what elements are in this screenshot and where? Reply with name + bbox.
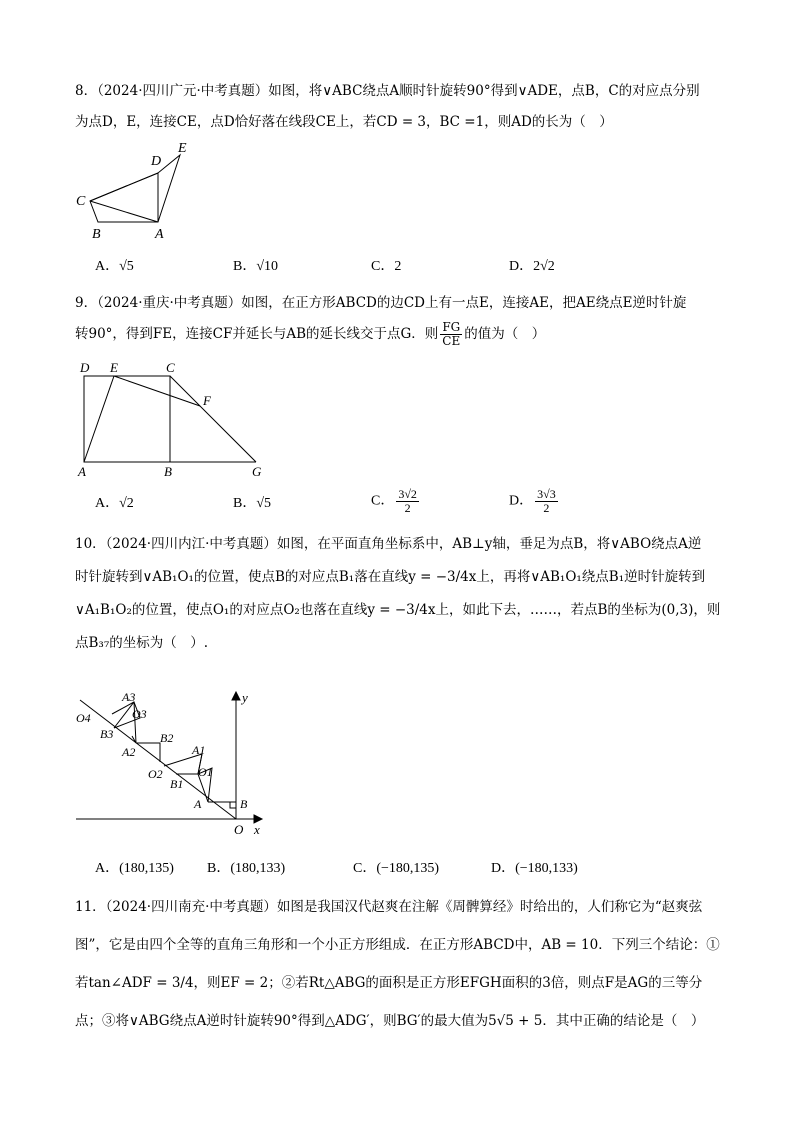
question-11-line-3: 若tan∠ADF = 3/4，则EF = 2；②若Rt△ABG的面积是正方形EFGH面积的3倍，则点F是AG的三等分 xyxy=(75,975,703,991)
figure-q10 xyxy=(72,688,272,840)
q10-label-b2: B2 xyxy=(160,731,174,745)
question-11-line-1: 11．（2024·四川南充·中考真题）如图是我国汉代赵爽在注解《周髀算经》时给出的，人们称它为“赵爽弦 xyxy=(75,899,703,915)
question-9-line-2-end: 的值为（ ） xyxy=(464,326,546,342)
q8-option-a[interactable]: A．√5 xyxy=(95,259,134,274)
q8-label-b: B xyxy=(92,227,101,242)
fraction-numerator: 3√2 xyxy=(398,487,417,501)
q9-label-e: E xyxy=(110,360,118,375)
q10-label-y: y xyxy=(242,690,248,705)
q10-label-b1: B1 xyxy=(170,777,184,791)
q10-label-a1: A1 xyxy=(192,743,206,757)
q9-label-f: F xyxy=(203,393,211,408)
q9-option-a[interactable]: A．√2 xyxy=(95,495,134,511)
question-10-options xyxy=(95,857,629,877)
q10-label-o: O xyxy=(234,822,244,837)
q10-label-b: B xyxy=(240,797,248,811)
q8-option-d[interactable]: D．2√2 xyxy=(509,259,555,274)
q10-label-b3: B3 xyxy=(100,727,114,741)
question-9-line-1: 9．（2024·重庆·中考真题）如图，在正方形ABCD的边CD上有一点E，连接AE，把AE绕点E逆时针旋 xyxy=(75,295,687,311)
q9-label-b: B xyxy=(164,464,172,479)
question-9-line-2-text: 转90°，得到FE，连接CF并延长与AB的延长线交于点G．则 xyxy=(75,326,439,342)
question-10-line-2: 时针旋转到∨AB₁O₁的位置，使点B的对应点B₁落在直线y = −3/4x上，再将∨AB₁O₁绕点B₁逆时针旋转到 xyxy=(75,569,706,585)
q9-option-c[interactable] xyxy=(371,488,509,515)
fraction-denominator: 2 xyxy=(543,501,550,515)
q9-option-b[interactable]: B．√5 xyxy=(233,495,272,511)
q9-option-d[interactable] xyxy=(509,488,647,515)
figure-q9 xyxy=(72,358,272,480)
q9-label-d: D xyxy=(80,360,90,375)
question-9-options xyxy=(95,488,647,515)
question-8-line-1: 8．（2024·四川广元·中考真题）如图，将∨ABC绕点A顺时针旋转90°得到∨ADE，点B，C的对应点分别 xyxy=(75,83,700,99)
q10-option-a[interactable]: A．(180,135) xyxy=(95,861,174,876)
q8-option-c[interactable]: C．2 xyxy=(371,259,402,274)
fraction-numerator: FG xyxy=(442,320,461,334)
q10-label-o4: O4 xyxy=(76,711,91,725)
question-9 xyxy=(75,288,735,350)
q10-option-c[interactable]: C．(−180,135) xyxy=(353,861,440,876)
q9-option-c-prefix: C． xyxy=(371,493,395,509)
question-10-line-4: 点B₃₇的坐标为（ ）. xyxy=(75,635,209,651)
q9-option-c-fraction xyxy=(396,488,419,515)
question-11-line-4: 点；③将∨ABG绕点A逆时针旋转90°得到△ADG′，则BG′的最大值为5√5 + 5．其中正确的结论是（ ） xyxy=(75,1013,705,1029)
q8-label-d: D xyxy=(151,154,162,169)
question-8-options xyxy=(95,255,647,275)
q9-label-a: A xyxy=(78,464,86,479)
question-10 xyxy=(75,528,735,660)
q9-option-d-prefix: D． xyxy=(509,493,534,509)
question-11-line-2: 图”，它是由四个全等的直角三角形和一个小正方形组成．在正方形ABCD中，AB = 10．下列三个结论：① xyxy=(75,937,720,953)
question-8 xyxy=(75,76,735,138)
question-8-line-2: 为点D，E，连接CE，点D恰好落在线段CE上，若CD = 3，BC =1，则AD的长为（ ） xyxy=(75,114,613,130)
q10-label-o3: O3 xyxy=(132,707,147,721)
q10-option-d[interactable]: D．(−180,133) xyxy=(491,861,578,876)
q10-label-o1: O1 xyxy=(198,765,213,779)
q8-label-c: C xyxy=(76,194,86,209)
q10-label-a3: A3 xyxy=(122,690,136,704)
fraction-denominator: CE xyxy=(442,334,461,348)
q8-label-e: E xyxy=(178,141,187,156)
q10-label-o2: O2 xyxy=(148,767,163,781)
q8-label-a: A xyxy=(155,227,164,242)
q8-option-b[interactable]: B．√10 xyxy=(233,259,279,274)
q9-option-d-fraction xyxy=(535,488,558,515)
question-10-line-1: 10．（2024·四川内江·中考真题）如图，在平面直角坐标系中，AB⊥y轴，垂足为点B，将∨ABO绕点A逆 xyxy=(75,536,702,552)
q10-option-b[interactable]: B．(180,133) xyxy=(207,861,286,876)
question-10-line-3: ∨A₁B₁O₂的位置，使点O₁的对应点O₂也落在直线y = −3/4x上，如此下去，……，若点B的坐标为(0,3)，则 xyxy=(75,602,721,618)
q10-label-a2: A2 xyxy=(122,745,136,759)
q10-label-x: x xyxy=(254,822,260,837)
figure-q8 xyxy=(70,138,200,243)
fraction-numerator: 3√3 xyxy=(537,487,556,501)
question-11 xyxy=(75,888,735,1040)
q10-label-a: A xyxy=(194,797,202,811)
question-9-fraction xyxy=(440,321,462,348)
question-9-line-2 xyxy=(75,319,735,350)
q9-label-g: G xyxy=(252,464,262,479)
fraction-denominator: 2 xyxy=(404,501,411,515)
q9-label-c: C xyxy=(166,360,175,375)
